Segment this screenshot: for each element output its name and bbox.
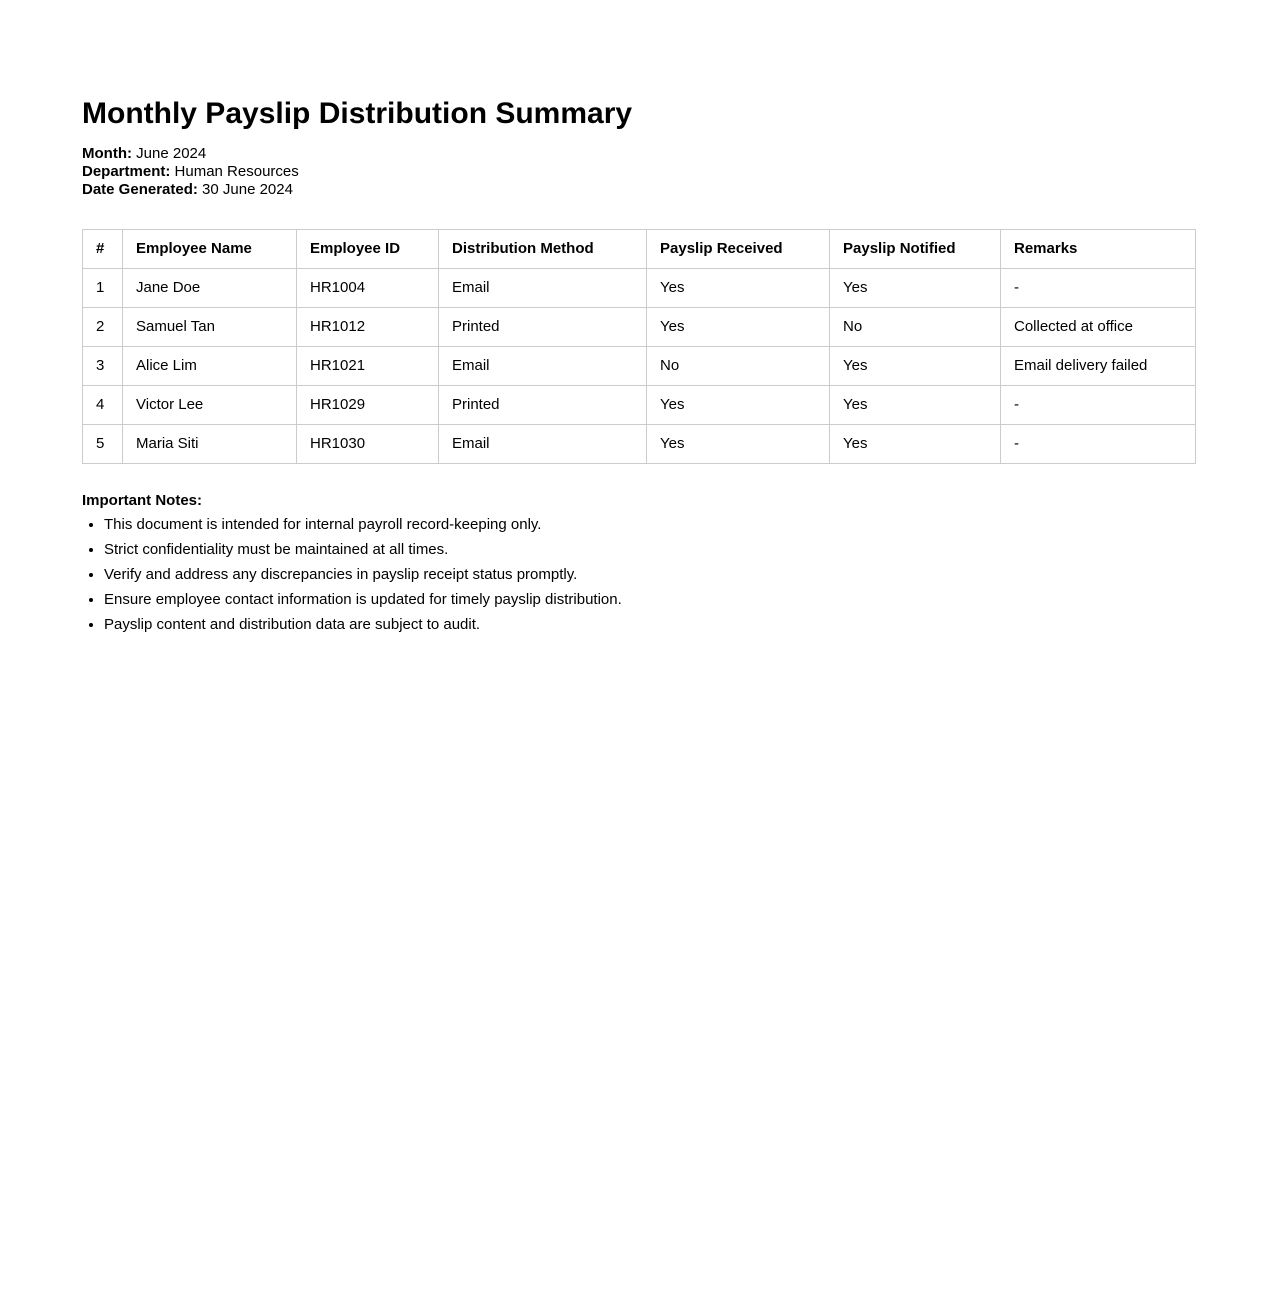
cell-remarks: - bbox=[1001, 425, 1196, 464]
cell-remarks: Collected at office bbox=[1001, 308, 1196, 347]
cell-employee-id: HR1012 bbox=[297, 308, 439, 347]
table-row bbox=[83, 308, 1196, 347]
cell-employee-name: Jane Doe bbox=[123, 269, 297, 308]
cell-payslip-received: Yes bbox=[647, 308, 830, 347]
cell-employee-id: HR1004 bbox=[297, 269, 439, 308]
list-item: • Verify and address any discrepancies in payslip receipt status promptly. bbox=[104, 566, 1195, 584]
meta-date-generated-label: Date Generated: bbox=[82, 181, 198, 198]
list-item: • This document is intended for internal payroll record-keeping only. bbox=[104, 516, 1195, 534]
cell-remarks: - bbox=[1001, 386, 1196, 425]
meta-department-label: Department: bbox=[82, 163, 171, 180]
cell-employee-name: Samuel Tan bbox=[123, 308, 297, 347]
important-notes-heading: Important Notes: bbox=[82, 492, 202, 509]
cell-payslip-received: No bbox=[647, 347, 830, 386]
meta-month-value: June 2024 bbox=[136, 145, 207, 162]
cell-distribution-method: Printed bbox=[439, 308, 647, 347]
table-row bbox=[83, 347, 1196, 386]
table-row bbox=[83, 269, 1196, 308]
column-header-payslip-received: Payslip Received bbox=[647, 230, 830, 269]
cell-payslip-notified: Yes bbox=[830, 425, 1001, 464]
meta-month bbox=[82, 145, 1195, 163]
document-meta bbox=[82, 145, 1195, 199]
cell-payslip-received: Yes bbox=[647, 386, 830, 425]
meta-department bbox=[82, 163, 1195, 181]
list-item: • Strict confidentiality must be maintained at all times. bbox=[104, 541, 1195, 559]
column-header-payslip-notified: Payslip Notified bbox=[830, 230, 1001, 269]
cell-remarks: Email delivery failed bbox=[1001, 347, 1196, 386]
cell-payslip-notified: Yes bbox=[830, 269, 1001, 308]
cell-employee-name: Alice Lim bbox=[123, 347, 297, 386]
important-notes-section bbox=[82, 492, 1195, 634]
cell-row-number: 4 bbox=[83, 386, 123, 425]
column-header-distribution-method: Distribution Method bbox=[439, 230, 647, 269]
cell-row-number: 5 bbox=[83, 425, 123, 464]
list-item: • Payslip content and distribution data are subject to audit. bbox=[104, 616, 1195, 634]
cell-remarks: - bbox=[1001, 269, 1196, 308]
list-item: • Ensure employee contact information is updated for timely payslip distribution. bbox=[104, 591, 1195, 609]
cell-payslip-received: Yes bbox=[647, 425, 830, 464]
meta-date-generated-value: 30 June 2024 bbox=[202, 181, 293, 198]
important-notes-list bbox=[82, 516, 1195, 634]
meta-department-value: Human Resources bbox=[174, 163, 299, 180]
cell-employee-id: HR1021 bbox=[297, 347, 439, 386]
cell-row-number: 1 bbox=[83, 269, 123, 308]
cell-row-number: 2 bbox=[83, 308, 123, 347]
cell-employee-id: HR1029 bbox=[297, 386, 439, 425]
cell-row-number: 3 bbox=[83, 347, 123, 386]
payslip-distribution-table bbox=[82, 229, 1196, 464]
cell-payslip-notified: Yes bbox=[830, 347, 1001, 386]
page-title: Monthly Payslip Distribution Summary bbox=[82, 97, 633, 130]
cell-employee-name: Maria Siti bbox=[123, 425, 297, 464]
cell-payslip-received: Yes bbox=[647, 269, 830, 308]
cell-employee-id: HR1030 bbox=[297, 425, 439, 464]
cell-employee-name: Victor Lee bbox=[123, 386, 297, 425]
document-page bbox=[0, 0, 1278, 634]
cell-payslip-notified: No bbox=[830, 308, 1001, 347]
table-row bbox=[83, 425, 1196, 464]
column-header-remarks: Remarks bbox=[1001, 230, 1196, 269]
cell-distribution-method: Printed bbox=[439, 386, 647, 425]
cell-distribution-method: Email bbox=[439, 269, 647, 308]
table-row bbox=[83, 386, 1196, 425]
meta-month-label: Month: bbox=[82, 145, 132, 162]
cell-distribution-method: Email bbox=[439, 425, 647, 464]
column-header-employee-name: Employee Name bbox=[123, 230, 297, 269]
table-header-row bbox=[83, 230, 1196, 269]
column-header-number: # bbox=[83, 230, 123, 269]
cell-distribution-method: Email bbox=[439, 347, 647, 386]
meta-date-generated bbox=[82, 181, 1195, 199]
column-header-employee-id: Employee ID bbox=[297, 230, 439, 269]
cell-payslip-notified: Yes bbox=[830, 386, 1001, 425]
